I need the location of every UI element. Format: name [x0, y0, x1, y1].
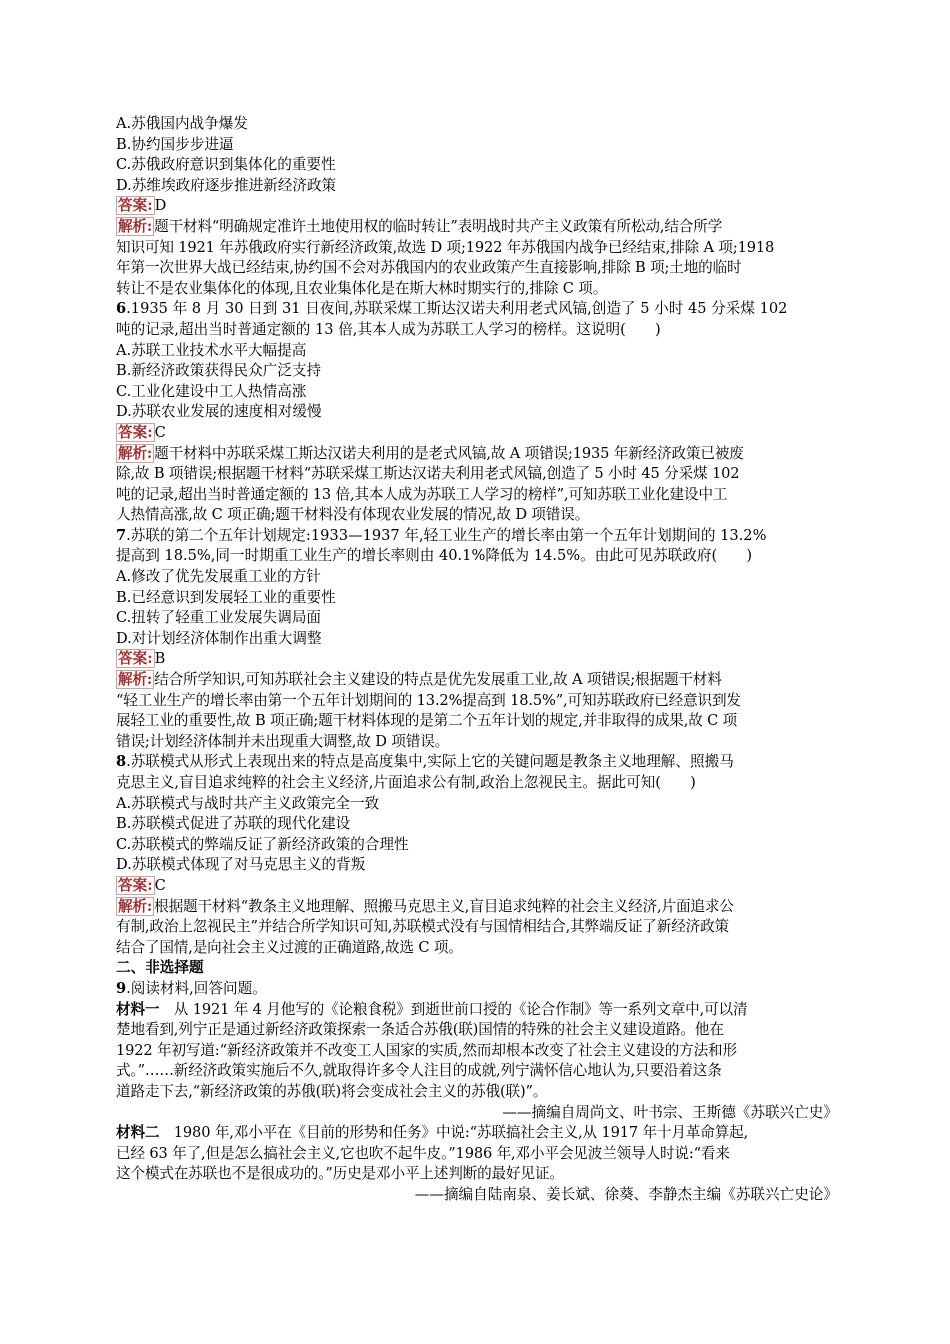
q5-explanation-line: 年第一次世界大战已经结束,协约国不会对苏俄国内的农业政策产生直接影响,排除 B 项;土地的临时 [116, 259, 742, 277]
q9-intro: 9.阅读材料,回答问题。 [116, 979, 267, 997]
q5-explanation-line: 解析: 题干材料“明确规定准许土地使用权的临时转让”表明战时共产主义政策有所松动,结合所学 [118, 217, 723, 235]
q5-option-b: B.协约国步步进逼 [116, 135, 234, 153]
answer-tag: 答案: [118, 876, 153, 894]
q6-explanation-line: 解析: 题干材料中苏联采煤工斯达汉诺夫利用的是老式风镐,故 A 项错误;1935 年新经济政策已被废 [118, 444, 744, 462]
answer-tag: 答案: [118, 423, 153, 441]
q6-stem: 6.1935 年 8 月 30 日到 31 日夜间,苏联采煤工斯达汉诺夫利用老式风镐,创造了 5 小时 45 分采煤 102 [116, 300, 788, 318]
q7-explanation-line: 解析: 结合所学知识,可知苏联社会主义建设的特点是优先发展重工业,故 A 项错误;根据题干材料 [118, 671, 722, 689]
q6-answer [116, 423, 838, 444]
q6-option-c: C.工业化建设中工人热情高涨 [116, 382, 307, 400]
q8-number: 8 [116, 753, 127, 771]
q7-explanation-line: 展轻工业的重要性,故 B 项正确;题干材料体现的是第二个五年计划的规定,并非取得的成果,故 C 项 [116, 712, 738, 730]
q8-explanation-line: 解析: 根据题干材料“教条主义地理解、照搬马克思主义,盲目追求纯粹的社会主义经济,片面追求公 [118, 897, 734, 915]
q5-answer [116, 196, 838, 217]
q8-option-c: C.苏联模式的弊端反证了新经济政策的合理性 [116, 835, 409, 853]
answer-tag: 答案: [118, 197, 153, 215]
q5-explanation-line: 转让不是农业集体化的体现,且农业集体化是在斯大林时期实行的,排除 C 项。 [116, 279, 608, 297]
q6-answer-value: C [154, 423, 166, 441]
material1-source: ——摘编自周尚文、叶书宗、王斯德《苏联兴亡史》 [502, 1103, 838, 1121]
q8-explanation-line: 结合了国情,是向社会主义过渡的正确道路,故选 C 项。 [116, 938, 463, 956]
answer-tag: 答案: [118, 650, 153, 668]
q7-number: 7 [116, 526, 127, 544]
explanation-tag: 解析: [118, 444, 153, 462]
q5-answer-value: D [154, 197, 167, 215]
q6-stem: 吨的记录,超出当时普通定额的 13 倍,其本人成为苏联工人学习的榜样。这说明( ) [116, 320, 661, 338]
explanation-tag: 解析: [118, 671, 153, 689]
explanation-tag: 解析: [118, 217, 153, 235]
q7-option-c: C.扭转了轻重工业发展失调局面 [116, 609, 322, 627]
q7-option-b: B.已经意识到发展轻工业的重要性 [116, 588, 336, 606]
q5-option-d: D.苏维埃政府逐步推进新经济政策 [116, 176, 337, 194]
q6-option-a: A.苏联工业技术水平大幅提高 [116, 341, 307, 359]
q8-stem: 克思主义,盲目追求纯粹的社会主义经济,片面追求公有制,政治上忽视民主。据此可知( ) [116, 774, 696, 791]
material2-line: 材料二 1980 年,邓小平在《目前的形势和任务》中说:“苏联搞社会主义,从 1917 年十月革命算起, [116, 1124, 749, 1142]
material1-label: 材料一 [116, 1000, 160, 1018]
material2-line: 这个模式在苏联也不是很成功的。”历史是邓小平上述判断的最好见证。 [116, 1165, 564, 1183]
q7-option-a: A.修改了优先发展重工业的方针 [116, 568, 321, 586]
q8-option-a: A.苏联模式与战时共产主义政策完全一致 [116, 794, 380, 812]
q7-explanation-line: “轻工业生产的增长率由第一个五年计划期间的 13.2%提高到 18.5%”,可知苏联政府已经意识到发 [116, 691, 741, 709]
section-title: 二、非选择题 [116, 959, 204, 977]
q7-option-d: D.对计划经济体制作出重大调整 [116, 629, 322, 647]
q8-stem: 8.苏联模式从形式上表现出来的特点是高度集中,实际上它的关键问题是教条主义地理解、照搬马 [116, 753, 734, 771]
q6-option-b: B.新经济政策获得民众广泛支持 [116, 362, 322, 380]
material1-line: 式。”……新经济政策实施后不久,就取得许多令人注目的成就,列宁满怀信心地认为,只要沿着这条 [116, 1062, 722, 1080]
explanation-tag: 解析: [118, 897, 153, 915]
q6-explanation-line: 吨的记录,超出当时普通定额的 13 倍,其本人成为苏联工人学习的榜样”,可知苏联工业化建设中工 [116, 485, 728, 503]
q6-option-d: D.苏联农业发展的速度相对缓慢 [116, 403, 322, 421]
q5-explanation-line: 知识可知 1921 年苏俄政府实行新经济政策,故选 D 项;1922 年苏俄国内战争已经结束,排除 A 项;1918 [116, 238, 775, 256]
material1-line: 1922 年初写道:“新经济政策并不改变工人国家的实质,然而却根本改变了社会主义建设的方法和形 [116, 1041, 737, 1059]
q7-answer [116, 649, 838, 670]
q5-option-c: C.苏俄政府意识到集体化的重要性 [116, 156, 336, 174]
document-page [116, 114, 838, 1205]
material1-line: 道路走下去,“新经济政策的苏俄(联)将会变成社会主义的苏俄(联)”。 [116, 1082, 548, 1100]
q7-explanation-line: 错误;计划经济体制并未出现重大调整,故 D 项错误。 [116, 732, 450, 750]
q7-answer-value: B [154, 650, 166, 668]
q8-explanation-line: 有制,政治上忽视民主”并结合所学知识可知,苏联模式没有与国情相结合,其弊端反证了新经济政策 [116, 918, 729, 936]
q8-option-b: B.苏联模式促进了苏联的现代化建设 [116, 815, 351, 833]
q6-explanation-line: 除,故 B 项错误;根据题干材料“苏联采煤工斯达汉诺夫利用老式风镐,创造了 5 小时 45 分采煤 102 [116, 465, 740, 483]
q7-stem: 7.苏联的第二个五年计划规定:1933—1937 年,轻工业生产的增长率由第一个五年计划期间的 13.2% [116, 526, 767, 544]
q9-number: 9 [116, 979, 127, 997]
material2-label: 材料二 [116, 1124, 160, 1142]
material1-line: 楚地看到,列宁正是通过新经济政策探索一条适合苏俄(联)国情的特殊的社会主义建设道路。他在 [116, 1021, 724, 1039]
q8-answer [116, 876, 838, 897]
q8-option-d: D.苏联模式体现了对马克思主义的背叛 [116, 856, 366, 874]
material2-line: 已经 63 年了,但是怎么搞社会主义,它也吹不起牛皮。”1986 年,邓小平会见波兰领导人时说:“看来 [116, 1144, 730, 1162]
q6-number: 6 [116, 300, 127, 318]
q7-stem: 提高到 18.5%,同一时期重工业生产的增长率则由 40.1%降低为 14.5%。由此可见苏联政府( ) [116, 547, 753, 565]
q5-option-a: A.苏俄国内战争爆发 [116, 115, 248, 132]
material1-line: 材料一 从 1921 年 4 月他写的《论粮食税》到逝世前口授的《论合作制》等一系列文章中,可以清 [116, 1000, 748, 1018]
material2-source: ——摘编自陆南泉、姜长斌、徐葵、李静杰主编《苏联兴亡史论》 [414, 1185, 838, 1203]
q6-explanation-line: 人热情高涨,故 C 项正确;题干材料没有体现农业发展的情况,故 D 项错误。 [116, 506, 590, 524]
q8-answer-value: C [154, 876, 166, 894]
